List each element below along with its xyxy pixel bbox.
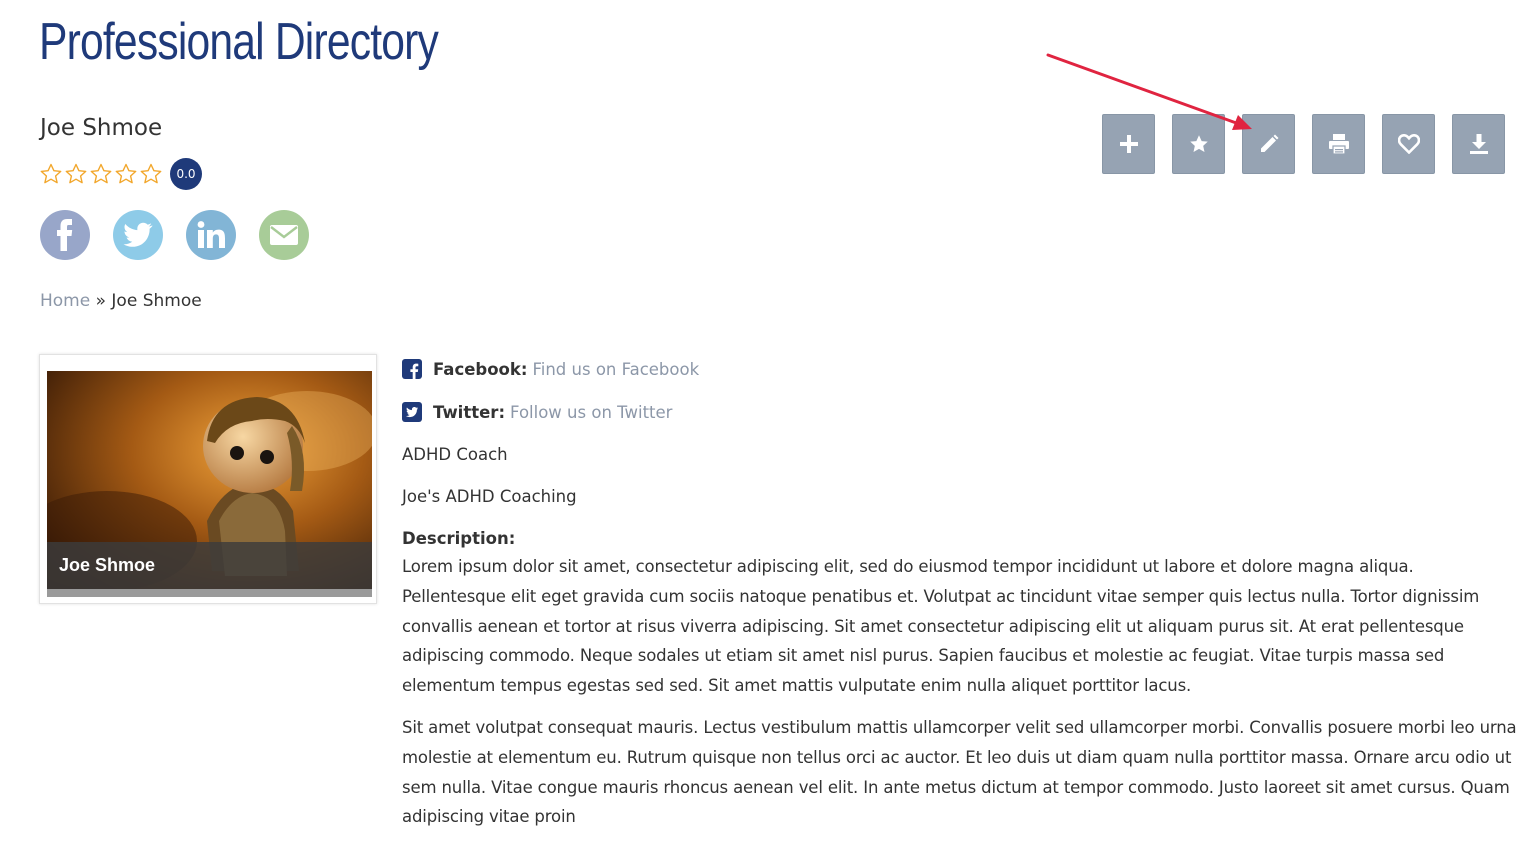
- edit-button[interactable]: [1242, 114, 1295, 174]
- star-outline-icon[interactable]: [39, 162, 63, 186]
- email-share-button[interactable]: [259, 210, 309, 260]
- save-button[interactable]: [1382, 114, 1435, 174]
- linkedin-icon: [196, 220, 226, 250]
- mail-icon: [269, 224, 299, 246]
- twitter-square-icon: [402, 402, 422, 422]
- print-button[interactable]: [1312, 114, 1365, 174]
- star-outline-icon[interactable]: [114, 162, 138, 186]
- facebook-link[interactable]: Find us on Facebook: [532, 359, 700, 379]
- rating: [39, 158, 202, 190]
- facebook-square-icon: [402, 359, 422, 379]
- photo-caption: Joe Shmoe: [47, 542, 372, 589]
- star-outline-icon[interactable]: [139, 162, 163, 186]
- printer-icon: [1328, 133, 1350, 155]
- breadcrumb: [40, 291, 202, 311]
- linkedin-share-button[interactable]: [186, 210, 236, 260]
- breadcrumb-home-link[interactable]: Home: [40, 291, 91, 311]
- twitter-link[interactable]: Follow us on Twitter: [510, 402, 673, 422]
- favorite-button[interactable]: [1172, 114, 1225, 174]
- breadcrumb-current: Joe Shmoe: [111, 291, 202, 311]
- listing-details: [402, 356, 1517, 844]
- pencil-icon: [1258, 133, 1280, 155]
- twitter-share-button[interactable]: [113, 210, 163, 260]
- facebook-label: Facebook:: [433, 359, 528, 379]
- listing-toolbar: [1102, 114, 1505, 174]
- download-icon: [1469, 133, 1489, 155]
- business-name: Joe's ADHD Coaching: [402, 487, 577, 506]
- description-paragraph: Lorem ipsum dolor sit amet, consectetur adipiscing elit, sed do eiusmod tempor incididunt ut labore et dolore magna aliqua. Pellentesque elit eget gravida cum sociis natoque penatibus et. Volutpat ac tincidunt vitae semper quis lectus nulla. Tortor dignissim convallis aenean et tortor at risus viverra adipiscing. Sit amet consectetur adipiscing elit ut aliquam purus sit. At erat pellentesque adipiscing commodo. Neque sodales ut etiam sit amet nisl purus. Sapien faucibus et molestie ac feugiat. Vitae turpis massa sed elementum tempus egestas sed sed. Sit amet mattis vulputate enim nulla aliquet porttitor lacus.: [402, 557, 1480, 696]
- profile-photo-card[interactable]: [39, 354, 377, 604]
- twitter-label: Twitter:: [433, 402, 506, 422]
- facebook-row: [402, 356, 1517, 382]
- add-button[interactable]: [1102, 114, 1155, 174]
- rating-stars: [39, 162, 163, 186]
- star-outline-icon[interactable]: [89, 162, 113, 186]
- star-outline-icon[interactable]: [64, 162, 88, 186]
- photo-bottom-bar: [47, 589, 372, 597]
- plus-icon: [1119, 134, 1139, 154]
- star-icon: [1189, 134, 1209, 154]
- rating-badge: 0.0: [170, 158, 202, 190]
- description-paragraph: Sit amet volutpat consequat mauris. Lectus vestibulum mattis ullamcorper velit sed ullamcorper morbi. Convallis posuere morbi leo urna molestie at elementum eu. Rutrum quisque non tellus orci ac auctor. Et leo duis ut diam quam nulla porttitor massa. Ornare arcu odio ut sem nulla. Vitae congue mauris rhoncus aenean vel elit. In ante metus dictum at tempor commodo. Justo laoreet sit amet cursus. Quam adipiscing vitae proin: [402, 717, 1517, 827]
- breadcrumb-separator: »: [95, 291, 107, 311]
- download-button[interactable]: [1452, 114, 1505, 174]
- facebook-icon: [52, 219, 78, 251]
- twitter-row: [402, 399, 1517, 425]
- facebook-share-button[interactable]: [40, 210, 90, 260]
- twitter-icon: [123, 222, 153, 248]
- page-title: Professional Directory: [39, 13, 439, 71]
- social-links: [40, 210, 309, 260]
- heart-icon: [1398, 134, 1420, 154]
- profile-photo: [47, 371, 372, 597]
- professional-title: ADHD Coach: [402, 445, 508, 464]
- profile-name: Joe Shmoe: [40, 115, 163, 141]
- description-label: Description:: [402, 529, 516, 548]
